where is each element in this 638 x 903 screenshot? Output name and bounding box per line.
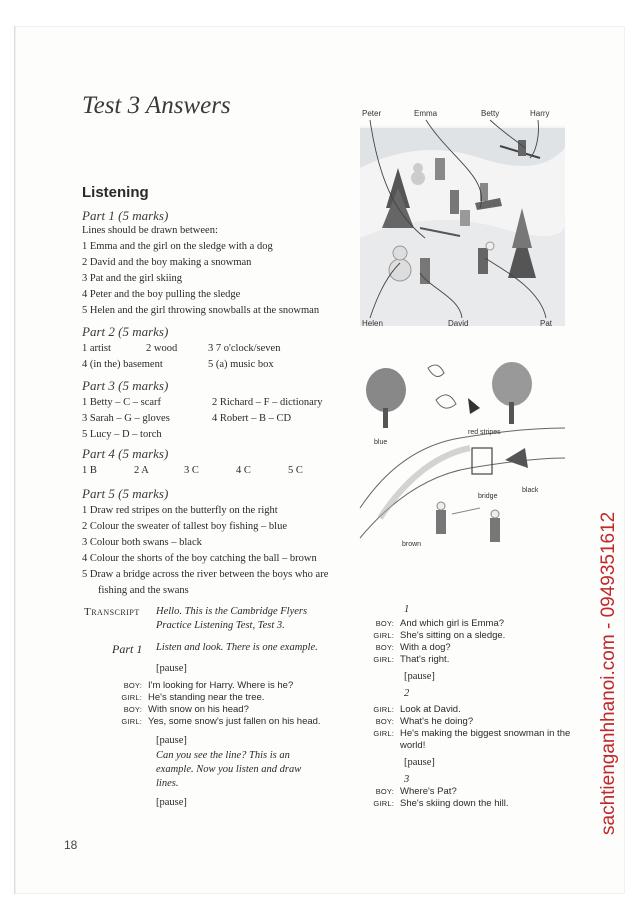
part3-answer: 4 Robert – B – CD — [212, 413, 292, 424]
dialogue-line — [354, 630, 505, 641]
part2-answer: 2 wood — [146, 343, 178, 354]
name-label: David — [448, 319, 469, 328]
pause-marker: [pause] — [404, 671, 435, 682]
name-label: Harry — [530, 109, 550, 118]
colour-label-brown: brown — [402, 541, 422, 548]
line-text: Look at David. — [400, 704, 461, 715]
part5-heading: Part 5 (5 marks) — [82, 486, 169, 501]
name-label: Peter — [362, 109, 382, 118]
part2-answer: 3 7 o'clock/seven — [208, 343, 281, 354]
part4-answer: 5 C — [288, 465, 303, 476]
transcript-label: Transcript — [84, 606, 140, 618]
speaker: GIRL: — [121, 717, 142, 726]
line-text: With a dog? — [400, 642, 451, 653]
river-scene — [360, 362, 565, 542]
line-continuation: world! — [400, 740, 426, 751]
transcript-instruction: example. Now you listen and draw — [156, 764, 302, 775]
part5-item: fishing and the swans — [98, 585, 189, 596]
pause-marker: [pause] — [404, 757, 435, 768]
speaker: GIRL: — [373, 729, 394, 738]
part3-answer: 2 Richard – F – dictionary — [212, 397, 323, 408]
line-text: And which girl is Emma? — [400, 618, 505, 629]
dialogue-line — [354, 728, 570, 739]
transcript-intro: Hello. This is the Cambridge Flyers — [156, 606, 308, 617]
pause-marker: [pause] — [156, 663, 187, 674]
part5-item: 5 Draw a bridge across the river between the boys who are — [82, 569, 329, 580]
line-text: With snow on his head? — [148, 704, 249, 715]
name-label: Helen — [362, 319, 383, 328]
question-number: 2 — [404, 688, 410, 699]
pause-marker: [pause] — [156, 797, 187, 808]
dialogue-line — [354, 786, 457, 797]
part5-item: 4 Colour the shorts of the boy catching the ball – brown — [82, 553, 317, 564]
part1-intro: Lines should be drawn between: — [82, 225, 218, 236]
part4-answer: 3 C — [184, 465, 199, 476]
dialogue-line — [354, 618, 504, 629]
part5-item: 1 Draw red stripes on the butterfly on the right — [82, 505, 278, 516]
transcript-part-label: Part 1 — [112, 642, 143, 656]
part4-answer: 2 A — [134, 465, 149, 476]
speaker: GIRL: — [373, 705, 394, 714]
speaker: BOY: — [375, 619, 394, 628]
dialogue-line — [102, 692, 264, 703]
section-heading: Listening — [82, 184, 149, 201]
speaker: BOY: — [375, 787, 394, 796]
speaker: GIRL: — [373, 799, 394, 808]
line-text: He's standing near the tree. — [148, 692, 265, 703]
answer-illustration — [340, 98, 580, 578]
line-text: Yes, some snow's just fallen on his head. — [148, 716, 321, 727]
line-text: I'm looking for Harry. Where is he? — [148, 680, 294, 691]
dialogue-line — [354, 642, 451, 653]
line-text: What's he doing? — [400, 716, 474, 727]
part2-answer: 5 (a) music box — [208, 359, 274, 370]
page-title: Test 3 Answers — [82, 92, 231, 119]
name-label: Emma — [414, 109, 438, 118]
transcript-instruction: lines. — [156, 778, 179, 789]
part3-heading: Part 3 (5 marks) — [82, 378, 169, 393]
part2-answer: 4 (in the) basement — [82, 359, 163, 370]
part1-item: 4 Peter and the boy pulling the sledge — [82, 289, 241, 300]
transcript-instruction: Can you see the line? This is an — [156, 750, 290, 761]
dialogue-line — [102, 716, 321, 727]
part5-item: 2 Colour the sweater of tallest boy fishing – blue — [82, 521, 288, 532]
part4-heading: Part 4 (5 marks) — [82, 446, 169, 461]
dialogue-line — [354, 716, 473, 727]
transcript-intro: Practice Listening Test, Test 3. — [156, 620, 285, 631]
dialogue-line — [354, 798, 509, 809]
colour-label-red-stripes: red stripes — [468, 429, 501, 436]
pause-marker: [pause] — [156, 735, 187, 746]
line-text: She's skiing down the hill. — [400, 798, 509, 809]
dialogue-line — [354, 654, 449, 665]
line-text: That's right. — [400, 654, 450, 665]
line-text: He's making the biggest snowman in the — [400, 728, 571, 739]
speaker: GIRL: — [373, 655, 394, 664]
part5-item: 3 Colour both swans – black — [82, 537, 202, 548]
speaker: GIRL: — [373, 631, 394, 640]
part4-answer: 4 C — [236, 465, 251, 476]
question-number: 3 — [404, 774, 410, 785]
part1-heading: Part 1 (5 marks) — [82, 208, 169, 223]
speaker: BOY: — [123, 705, 142, 714]
speaker: BOY: — [123, 681, 142, 690]
part3-answer: 3 Sarah – G – gloves — [82, 413, 170, 424]
part1-item: 5 Helen and the girl throwing snowballs at the snowman — [82, 305, 320, 316]
speaker: BOY: — [375, 643, 394, 652]
part4-answer: 1 B — [82, 465, 97, 476]
name-label: Pat — [540, 319, 553, 328]
part2-heading: Part 2 (5 marks) — [82, 324, 169, 339]
part1-item: 3 Pat and the girl skiing — [82, 273, 183, 284]
speaker: BOY: — [375, 717, 394, 726]
label-bridge: bridge — [478, 493, 498, 500]
speaker: GIRL: — [121, 693, 142, 702]
page-number: 18 — [64, 838, 78, 852]
name-label: Betty — [481, 109, 500, 118]
part2-answer: 1 artist — [82, 343, 111, 354]
colour-label-blue: blue — [374, 439, 388, 446]
question-number: 1 — [404, 604, 410, 615]
dialogue-line — [102, 704, 249, 715]
colour-label-black: black — [522, 487, 539, 494]
part1-item: 2 David and the boy making a snowman — [82, 257, 252, 268]
watermark-text: sachtienganhhanoi.com - 0949351612 — [598, 511, 619, 835]
dialogue-line — [102, 680, 293, 691]
transcript-part-intro: Listen and look. There is one example. — [156, 642, 318, 653]
part3-answer: 5 Lucy – D – torch — [82, 429, 162, 440]
watermark — [582, 410, 626, 840]
line-text: She's sitting on a sledge. — [400, 630, 506, 641]
part1-item: 1 Emma and the girl on the sledge with a dog — [82, 241, 273, 252]
line-text: Where's Pat? — [400, 786, 457, 797]
dialogue-line — [354, 704, 461, 715]
part3-answer: 1 Betty – C – scarf — [82, 397, 162, 408]
